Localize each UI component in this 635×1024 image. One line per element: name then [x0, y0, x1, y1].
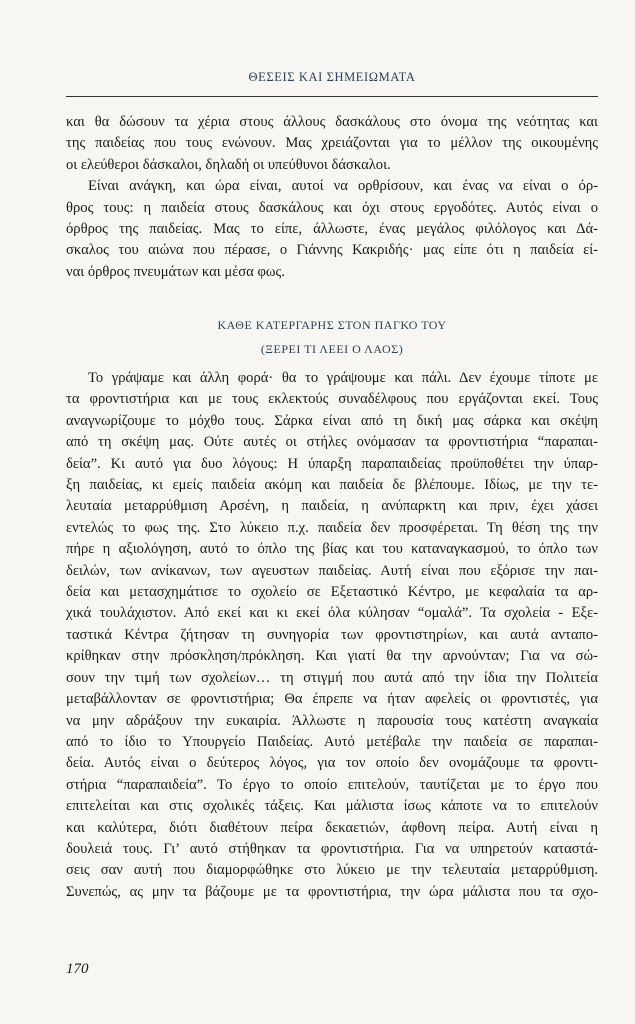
- page-number: 170: [66, 961, 89, 977]
- text-line: σουν την τιμή των σχολείων… τη στιγμή που αυτά από την ίδια την Πολιτεία: [66, 669, 598, 686]
- text-line: Το γράψαμε και άλλη φορά· θα το γράψουμε και πάλι. Δεν έχουμε τίποτε με: [88, 370, 598, 386]
- intro-text: [66, 112, 598, 283]
- text-line: Είναι ανάγκη, και ώρα είναι, αυτοί να ορθρίσουν, και ένας να είναι ο όρ-: [88, 178, 598, 195]
- text-line: μεταβάλλονταν σε φροντιστήρια; Θα έπρεπε να ήταν αφελείς οι φροντιστές, για: [66, 691, 598, 708]
- text-line: αναγνωρίζουμε το μόχθο τους. Σάρκα είναι από τη δική μας σάρκα και σκέψη: [66, 412, 598, 429]
- text-line: δεία. Αυτός είναι ο δεύτερος λόγος, για τον οποίο δεν ονομάζουμε τα φροντι-: [66, 755, 598, 772]
- text-line: και θα δώσουν τα χέρια στους άλλους δασκάλους στο όνομα της νεότητας και: [66, 114, 598, 130]
- section-subheading: (ΞΕΡΕΙ ΤΙ ΛΕΕΙ Ο ΛΑΟΣ): [260, 342, 404, 356]
- text-line: δειλών, των ανίκανων, των αγευστων παιδείας. Αυτή είναι που εξόρισε την παι-: [66, 562, 598, 579]
- text-line: επιτελείται και στις σχολικές τάξεις. Και μάλιστα ίσως κάποτε να το επιτελούν: [66, 798, 598, 815]
- text-line: ναι όρθρος πνευμάτων και μέσα φως.: [66, 263, 285, 280]
- text-line: χικά τουλάχιστον. Από εκεί και κι εκεί όλα κύλησαν “ομαλά”. Τα σχολεία - Εξε-: [66, 605, 598, 622]
- header-rule: [66, 96, 598, 97]
- text-line: τα φροντιστήρια και με τους εκλεκτούς συναδέλφους που εργάζονται εκεί. Τους: [66, 391, 598, 408]
- text-line: Συνεπώς, ας μην τα βάζουμε με τα φροντιστήρια, την ώρα μάλιστα που τα σχο-: [66, 883, 598, 900]
- text-line: κρίθηκαν στην πρόσκληση/πρόκληση. Και γιατί θα την αρνούνταν; Για να σώ-: [66, 648, 598, 665]
- text-line: πήρε η αξιολόγηση, αυτό το όπλο της βίας και του καταναγκασμού, το όπλο των: [66, 541, 598, 558]
- text-line: από το ίδιο το Υπουργείο Παιδείας. Αυτό μετέβαλε την παιδεία σε παραπαι-: [66, 733, 598, 750]
- text-line: από τη σκέψη μας. Ούτε αυτές οι στήλες ονόμασαν τα φροντιστήρια “παραπαι-: [66, 434, 598, 451]
- text-line: εντελώς το φως της. Στο λύκειο π.χ. παιδεία δεν προσφέρεται. Τη θέση της την: [66, 519, 598, 536]
- running-head: ΘΕΣΕΙΣ ΚΑΙ ΣΗΜΕΙΩΜΑΤΑ: [248, 70, 416, 84]
- text-line: και καλύτερα, διότι διαθέτουν πείρα δεκαετιών, άφθονη πείρα. Αυτή είναι η: [66, 819, 598, 836]
- text-line: σεις σαν αυτή που διαμορφώθηκε στο λύκειο με την τελευταία μεταρρύθμιση.: [66, 862, 598, 879]
- section-heading: ΚΑΘΕ ΚΑΤΕΡΓΑΡΗΣ ΣΤΟΝ ΠΑΓΚΟ ΤΟΥ: [217, 318, 447, 332]
- text-line: ξη παιδείας, κι εμείς παιδεία ακόμη και παιδεία δε βλέπουμε. Ιδίως, με την τε-: [66, 477, 598, 494]
- text-line: όρθρος της παιδείας. Μας το είπε, άλλωστε, ένας μεγάλος φιλόλογος και Δά-: [66, 221, 598, 238]
- text-line: της παιδείας που τους ενώνουν. Μας χρειάζονται για το μέλλον της οικουμένης: [66, 135, 598, 152]
- text-line: δεία”. Κι αυτό για δυο λόγους: Η ύπαρξη παραπαιδείας προϋποθέτει την ύπαρ-: [66, 455, 598, 472]
- text-line: οι ελεύθεροι δάσκαλοι, δηλαδή οι υπεύθυνοι δάσκαλοι.: [66, 156, 391, 173]
- text-line: στήρια “παραπαιδεία”. Το έργο το οποίο επιτελούν, ταυτίζεται με το έργο που: [66, 776, 598, 793]
- text-line: ταστικά Κέντρα ζήτησαν τη συνηγορία των φροντιστηρίων, και αυτά ανταπο-: [66, 626, 598, 643]
- text-line: λευταία μεταρρύθμιση Αρσένη, η παιδεία, η ανύπαρκτη και πριν, έχει χάσει: [66, 498, 598, 515]
- text-line: δεία και μετασχημάτισε το σχολείο σε Εξεταστικό Κέντρο, με κεφαλαία τα αρ-: [66, 584, 598, 601]
- body-text: [66, 368, 598, 903]
- text-line: δουλειά τους. Γι’ αυτό στήθηκαν τα φροντιστήρια. Για να υπηρετούν καταστά-: [66, 840, 598, 857]
- text-line: θρος τους: η παιδεία στους δασκάλους και όχι στους εργοδότες. Αυτός είναι ο: [66, 199, 598, 216]
- text-line: σκαλος του αιώνα που πέρασε, ο Γιάννης Κακριδής· μας είπε ότι η παιδεία εί-: [66, 242, 598, 259]
- text-line: να μην αδράξουν την ευκαιρία. Άλλωστε η παρουσία τους κατέστη αναγκαία: [66, 712, 598, 729]
